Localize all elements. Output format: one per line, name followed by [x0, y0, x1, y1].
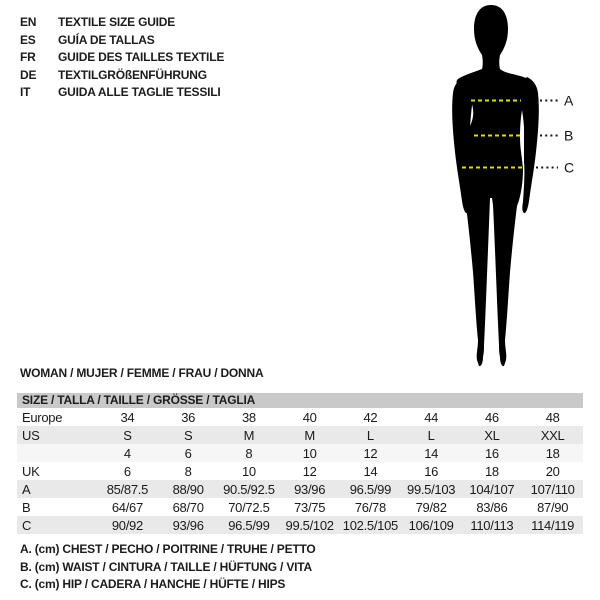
table-cell: 6 [184, 445, 192, 461]
table-cell: 46 [484, 409, 499, 425]
table-cell: M [304, 427, 315, 443]
table-cell: 99.5/103 [407, 481, 456, 497]
table-cell: 114/119 [531, 517, 575, 533]
list-item [20, 67, 224, 85]
table-row-waist [17, 498, 583, 516]
table-cell: 40 [302, 409, 317, 425]
language-code: FR [20, 50, 36, 64]
table-cell: 48 [545, 409, 560, 425]
size-table-header: SIZE / TALLA / TAILLE / GRÖSSE / TAGLIA [17, 393, 583, 408]
language-code: ES [20, 32, 36, 47]
language-list [20, 14, 224, 102]
table-cell: 14 [424, 445, 439, 461]
table-row-us-numeric [17, 444, 583, 462]
language-code: IT [20, 85, 31, 99]
row-label: A [22, 481, 31, 497]
table-cell: L [366, 427, 374, 443]
table-cell: 12 [302, 463, 317, 479]
table-cell: 16 [484, 445, 499, 461]
table-cell: 76/78 [354, 499, 386, 515]
table-cell: 79/82 [415, 499, 447, 515]
table-cell: S [123, 427, 132, 443]
table-cell: 4 [123, 445, 131, 461]
table-cell: 90/92 [111, 517, 143, 533]
table-cell: 107/110 [530, 481, 575, 497]
legend-hip: C. (cm) HIP / CADERA / HANCHE / HÜFTE / HIPS [20, 577, 286, 591]
row-label: US [22, 427, 40, 443]
table-row-uk [17, 462, 583, 480]
measurement-legend [20, 541, 316, 594]
table-cell: 14 [363, 463, 378, 479]
table-cell: 104/107 [469, 481, 515, 497]
language-code: DE [20, 67, 37, 82]
marker-label-c: C [564, 159, 575, 176]
table-cell: 18 [484, 463, 499, 479]
table-cell: 85/87.5 [106, 481, 149, 497]
table-row-chest [17, 480, 583, 498]
table-cell: 83/86 [476, 499, 508, 515]
table-cell: 38 [241, 409, 256, 425]
row-label: Europe [22, 409, 63, 425]
legend-waist: B. (cm) WAIST / CINTURA / TAILLE / HÜFTUNG / VITA [20, 559, 312, 574]
language-label: GUÍA DE TALLAS [58, 32, 155, 47]
table-cell: 88/90 [172, 481, 204, 497]
table-cell: 44 [424, 409, 439, 425]
list-item [20, 84, 224, 102]
table-cell: 10 [302, 445, 317, 461]
table-row-us [17, 426, 583, 444]
table-cell: 87/90 [537, 499, 569, 515]
list-item [20, 49, 224, 67]
language-label: GUIDA ALLE TAGLIE TESSILI [58, 85, 221, 99]
language-code: EN [20, 15, 37, 29]
table-cell: 16 [424, 463, 439, 479]
list-item [20, 14, 224, 32]
language-label: TEXTILGRÖßENFÜHRUNG [58, 67, 207, 82]
woman-silhouette-diagram [420, 0, 600, 375]
table-cell: 110/113 [470, 517, 514, 533]
woman-silhouette [457, 5, 533, 366]
table-cell: 93/96 [294, 481, 326, 497]
table-cell: S [183, 427, 193, 443]
right-arm [520, 77, 539, 213]
table-cell: 8 [245, 445, 253, 461]
table-row-hip [17, 516, 583, 534]
table-cell: XL [484, 427, 500, 443]
table-cell: 90.5/92.5 [223, 481, 275, 497]
table-cell: 68/70 [172, 499, 204, 515]
table-cell: 36 [181, 409, 196, 425]
table-cell: 93/96 [172, 517, 204, 533]
row-label: UK [22, 463, 40, 479]
legend-chest: A. (cm) CHEST / PECHO / POITRINE / TRUHE / PETTO [20, 542, 316, 556]
table-cell: 99.5/102 [285, 517, 334, 533]
table-cell: L [427, 427, 435, 443]
language-label: TEXTILE SIZE GUIDE [58, 15, 176, 29]
table-cell: XXL [540, 427, 565, 443]
table-cell: 70/72.5 [228, 499, 270, 515]
row-label: B [22, 499, 31, 515]
marker-label-a: A [564, 92, 574, 109]
table-cell: 42 [363, 409, 378, 425]
row-label: C [22, 517, 32, 533]
table-cell: 6 [123, 463, 131, 479]
table-cell: 106/109 [408, 517, 454, 533]
marker-label-b: B [564, 127, 574, 144]
table-cell: M [243, 427, 255, 443]
table-cell: 102.5/105 [342, 517, 398, 533]
size-table [17, 393, 583, 534]
table-cell: 18 [545, 445, 560, 461]
table-cell: 64/67 [111, 499, 143, 515]
table-cell: 10 [241, 463, 256, 479]
table-cell: 96.5/99 [228, 517, 270, 533]
table-cell: 12 [363, 445, 378, 461]
list-item [20, 32, 224, 50]
table-cell: 20 [545, 463, 560, 479]
table-cell: 96.5/99 [349, 481, 392, 497]
table-title: WOMAN / MUJER / FEMME / FRAU / DONNA [20, 366, 264, 380]
table-cell: 8 [184, 463, 192, 479]
table-cell: 34 [120, 409, 135, 425]
table-cell: 73/75 [294, 499, 326, 515]
table-row-europe [17, 408, 583, 426]
language-label: GUIDE DES TAILLES TEXTILE [58, 50, 225, 64]
